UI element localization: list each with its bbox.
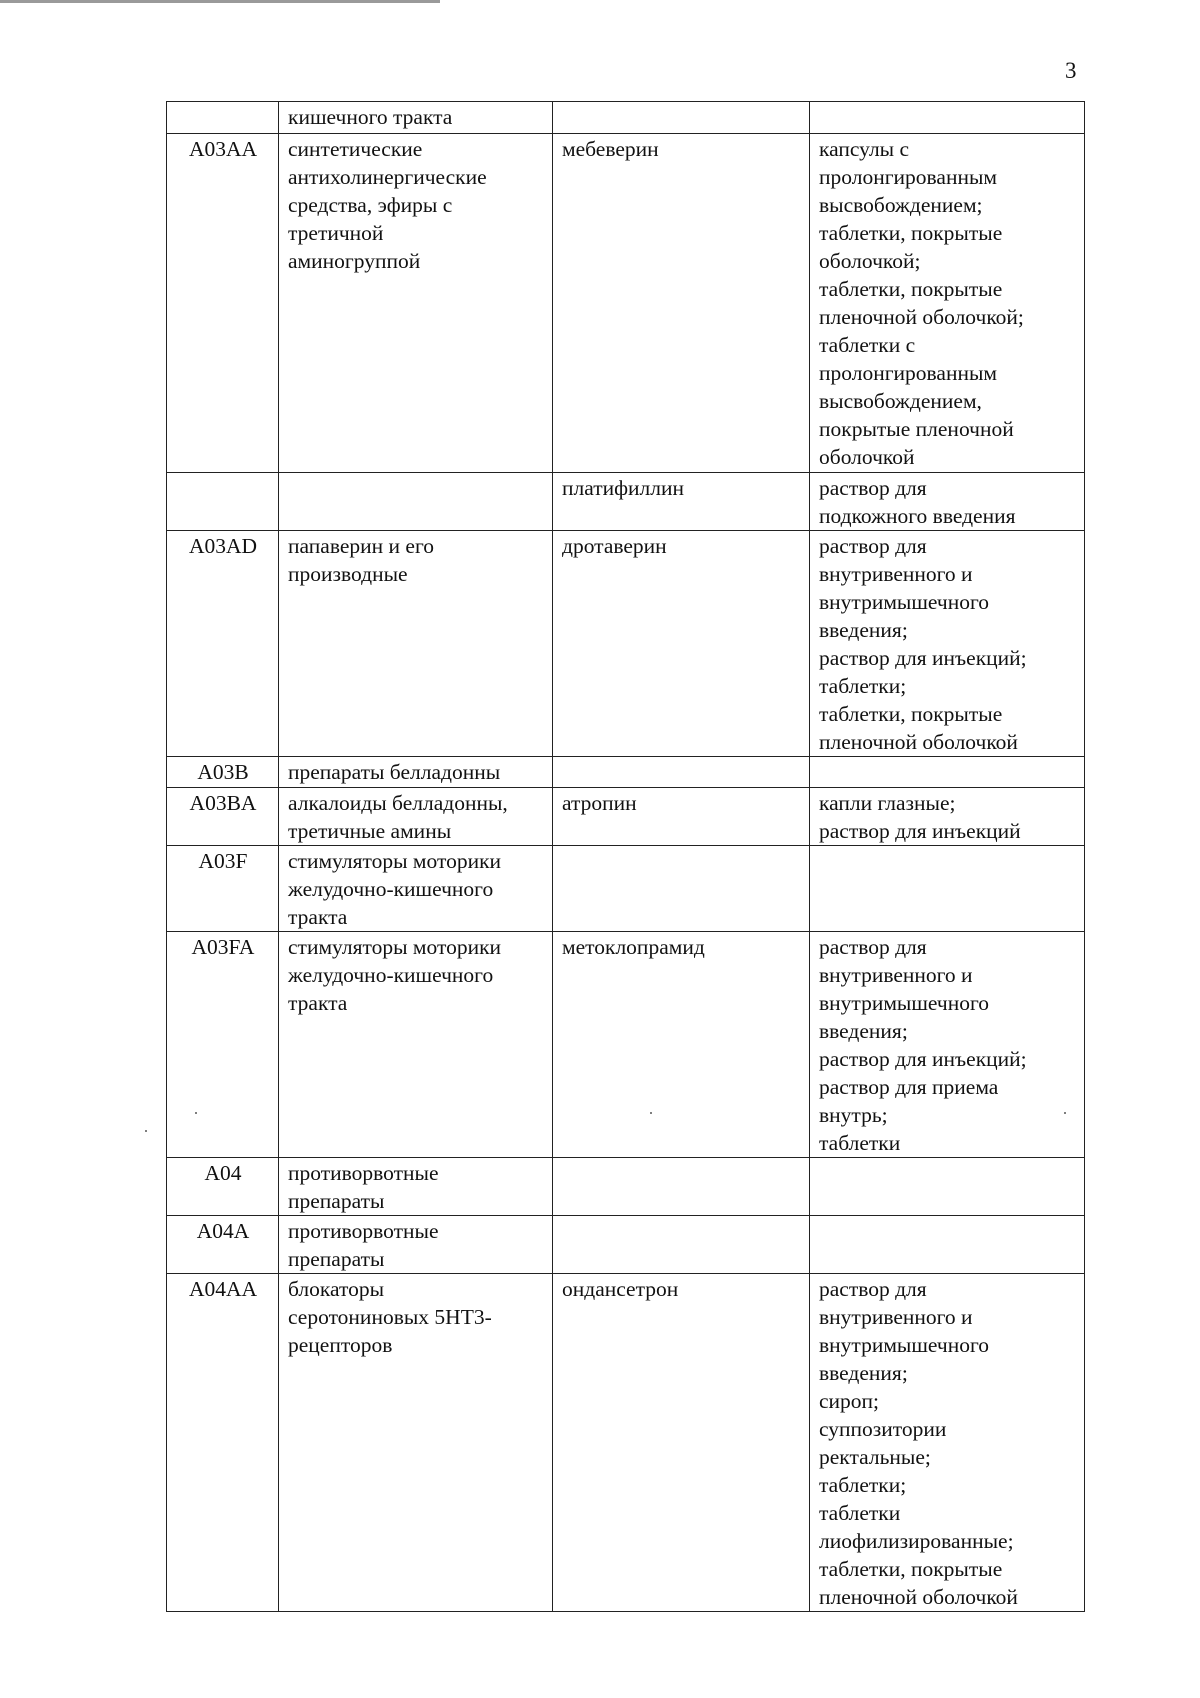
table-row: [167, 531, 1085, 757]
dosage-form: [810, 846, 1085, 932]
drug-name: [553, 846, 810, 932]
dosage-form: раствор для внутривенного и внутримышечного введения; раствор для инъекций; таблетки; таблетки, покрытые пленочной оболочкой: [810, 531, 1085, 757]
drug-name: платифиллин: [553, 473, 810, 531]
atc-code: A03AA: [167, 134, 279, 473]
drug-name: ондансетрон: [553, 1274, 810, 1612]
atc-code: A04: [167, 1158, 279, 1216]
atc-code: A03FA: [167, 932, 279, 1158]
dosage-form: раствор для внутривенного и внутримышечного введения; сироп; суппозитории ректальные; таблетки; таблетки лиофилизированные; таблетки, покрытые пленочной оболочкой: [810, 1274, 1085, 1612]
drug-table: [166, 101, 1085, 1612]
table-row: [167, 846, 1085, 932]
table-row: [167, 1216, 1085, 1274]
pharmacological-group: противорвотные препараты: [279, 1216, 553, 1274]
atc-code: A03AD: [167, 531, 279, 757]
scan-speck: [650, 1112, 652, 1114]
scan-speck: [145, 1130, 147, 1132]
table-row: [167, 102, 1085, 134]
pharmacological-group: стимуляторы моторики желудочно-кишечного тракта: [279, 846, 553, 932]
dosage-form: [810, 102, 1085, 134]
table-row: [167, 1158, 1085, 1216]
pharmacological-group: [279, 473, 553, 531]
scan-top-rule: [0, 0, 440, 3]
drug-name: метоклопрамид: [553, 932, 810, 1158]
table-row: [167, 788, 1085, 846]
table-row: [167, 1274, 1085, 1612]
pharmacological-group: кишечного тракта: [279, 102, 553, 134]
pharmacological-group: блокаторы серотониновых 5HT3- рецепторов: [279, 1274, 553, 1612]
atc-code: A04AA: [167, 1274, 279, 1612]
dosage-form: раствор для внутривенного и внутримышечного введения; раствор для инъекций; раствор для приема внутрь; таблетки: [810, 932, 1085, 1158]
dosage-form: [810, 1158, 1085, 1216]
pharmacological-group: стимуляторы моторики желудочно-кишечного тракта: [279, 932, 553, 1158]
table-row: [167, 134, 1085, 473]
pharmacological-group: алкалоиды белладонны, третичные амины: [279, 788, 553, 846]
dosage-form: капли глазные; раствор для инъекций: [810, 788, 1085, 846]
atc-code: A03F: [167, 846, 279, 932]
scan-speck: [195, 1112, 197, 1114]
atc-code: A03BA: [167, 788, 279, 846]
atc-code: A03B: [167, 757, 279, 788]
pharmacological-group: противорвотные препараты: [279, 1158, 553, 1216]
page-number: 3: [1065, 58, 1077, 83]
drug-name: [553, 757, 810, 788]
drug-name: мебеверин: [553, 134, 810, 473]
table-row: [167, 932, 1085, 1158]
table-row: [167, 473, 1085, 531]
dosage-form: капсулы с пролонгированным высвобождением; таблетки, покрытые оболочкой; таблетки, покрытые пленочной оболочкой; таблетки с пролонгированным высвобождением, покрытые пленочной оболочкой: [810, 134, 1085, 473]
atc-code: [167, 473, 279, 531]
atc-code: [167, 102, 279, 134]
drug-name: дротаверин: [553, 531, 810, 757]
pharmacological-group: синтетические антихолинергические средства, эфиры с третичной аминогруппой: [279, 134, 553, 473]
dosage-form: [810, 757, 1085, 788]
scan-speck: [1064, 1112, 1066, 1114]
pharmacological-group: препараты белладонны: [279, 757, 553, 788]
drug-name: атропин: [553, 788, 810, 846]
table-row: [167, 757, 1085, 788]
drug-name: [553, 1158, 810, 1216]
drug-name: [553, 102, 810, 134]
dosage-form: [810, 1216, 1085, 1274]
atc-code: A04A: [167, 1216, 279, 1274]
dosage-form: раствор для подкожного введения: [810, 473, 1085, 531]
drug-name: [553, 1216, 810, 1274]
pharmacological-group: папаверин и его производные: [279, 531, 553, 757]
